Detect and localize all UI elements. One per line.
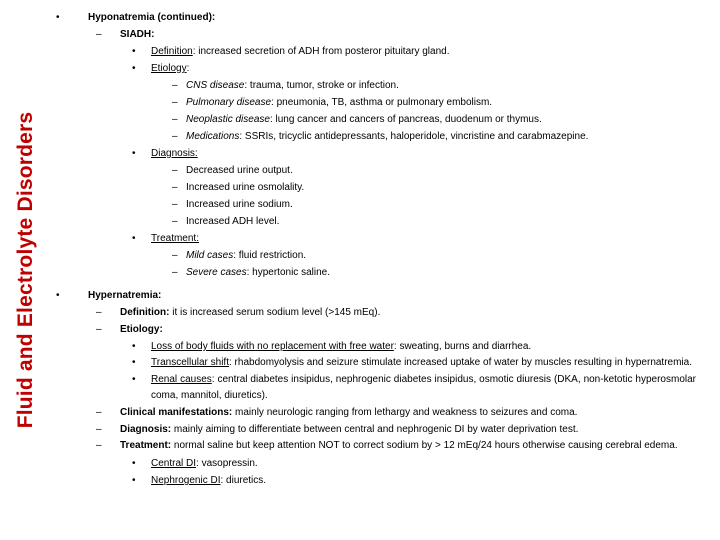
list-item	[56, 372, 696, 404]
dash-icon: –	[172, 97, 178, 108]
list-item	[56, 230, 696, 247]
definition-text: it is increased serum sodium level (>145 mEq).	[169, 307, 381, 318]
dash-icon: –	[172, 250, 178, 261]
dash-icon: –	[172, 267, 178, 278]
definition-label: Definition:	[120, 307, 170, 318]
etiology-subitem-text: : pneumonia, TB, asthma or pulmonary embolism.	[271, 97, 493, 108]
dash-icon: –	[172, 131, 178, 142]
etiology-colon: :	[186, 63, 190, 74]
bullet-icon: •	[132, 46, 136, 57]
list-item	[56, 247, 696, 264]
etiology-subitem-text: : SSRIs, tricyclic antidepressants, haloperidole, vincristine and carabmazepine.	[239, 131, 589, 142]
bullet-icon: •	[132, 374, 136, 385]
list-item	[56, 145, 696, 162]
list-item	[56, 455, 696, 472]
dash-icon: –	[172, 216, 178, 227]
treatment-subitem	[151, 455, 696, 472]
clinical-text: mainly neurologic ranging from lethargy and weakness to seizures and coma.	[232, 407, 578, 418]
definition-item	[151, 43, 696, 60]
list-item	[56, 43, 696, 60]
list-item	[56, 304, 696, 321]
treatment-subitem-text: : vasopressin.	[196, 458, 258, 469]
etiology-subitem-text: : lung cancer and cancers of pancreas, duodenum or thymus.	[269, 114, 542, 125]
treatment-subitem-text: : hypertonic saline.	[246, 267, 330, 278]
diagnosis-subitem: Increased urine osmolality.	[186, 182, 305, 193]
etiology-subitem-label: Neoplastic disease	[186, 114, 270, 125]
bullet-icon: •	[132, 148, 136, 159]
dash-icon: –	[96, 324, 102, 335]
list-item	[56, 287, 696, 304]
etiology-subitem-text: : sweating, burns and diarrhea.	[393, 341, 532, 352]
etiology-subitem-label: Pulmonary disease	[186, 97, 272, 108]
treatment-text: normal saline but keep attention NOT to correct sodium by > 12 mEq/24 hours otherwise causing cerebral edema.	[171, 440, 678, 451]
etiology-subitem	[151, 372, 696, 404]
treatment-subitem-label: Severe cases	[186, 267, 247, 278]
treatment-subitem-text: : diuretics.	[220, 475, 267, 486]
definition-label: Definition	[151, 46, 193, 57]
etiology-subitem-label: Transcellular shift	[151, 357, 229, 368]
etiology-subitem	[186, 94, 696, 111]
bullet-icon: •	[132, 63, 136, 74]
treatment-subitem	[186, 264, 696, 281]
treatment-subitem	[151, 472, 696, 489]
treatment-item	[120, 438, 696, 454]
list-item	[56, 213, 696, 230]
bullet-icon: •	[132, 233, 136, 244]
list-item	[56, 111, 696, 128]
dash-icon: –	[96, 424, 102, 435]
etiology-subitem-label: Loss of body fluids with no replacement with free water	[151, 341, 394, 352]
list-item	[56, 162, 696, 179]
clinical-item	[120, 404, 696, 421]
dash-icon: –	[172, 182, 178, 193]
list-item	[56, 26, 696, 43]
etiology-subitem-text: : rhabdomyolysis and seizure stimulate increased uptake of water by muscles resulting in hypernatremia.	[229, 357, 692, 368]
treatment-subitem-label: Mild cases	[186, 250, 234, 261]
treatment-label: Treatment:	[151, 233, 199, 244]
siadh-heading: SIADH:	[120, 29, 155, 40]
etiology-subitem-label: Medications	[186, 131, 240, 142]
list-item	[56, 421, 696, 438]
treatment-label: Treatment:	[120, 440, 172, 451]
list-item	[56, 60, 696, 77]
list-item	[56, 321, 696, 338]
etiology-subitem	[186, 77, 696, 94]
etiology-label: Etiology:	[120, 324, 163, 335]
treatment-subitem-text: : fluid restriction.	[233, 250, 307, 261]
diagnosis-subitem: Increased ADH level.	[186, 216, 280, 227]
diagnosis-subitem: Increased urine sodium.	[186, 199, 293, 210]
bullet-icon: •	[56, 12, 60, 23]
side-title: Fluid and Electrolyte Disorders	[14, 111, 37, 429]
dash-icon: –	[96, 407, 102, 418]
definition-text: : increased secretion of ADH from posteror pituitary gland.	[192, 46, 450, 57]
list-item	[56, 355, 696, 372]
clinical-label: Clinical manifestations:	[120, 407, 233, 418]
diagnosis-label: Diagnosis:	[151, 148, 198, 159]
etiology-subitem	[186, 128, 696, 145]
bullet-icon: •	[132, 357, 136, 368]
diagnosis-label: Diagnosis:	[120, 424, 172, 435]
treatment-subitem-label: Nephrogenic DI	[151, 475, 221, 486]
diagnosis-item	[120, 421, 696, 438]
diagnosis-subitem: Decreased urine output.	[186, 165, 293, 176]
hypernatremia-heading: Hypernatremia:	[88, 290, 162, 301]
list-item	[56, 472, 696, 489]
list-item	[56, 128, 696, 145]
list-item	[56, 77, 696, 94]
list-item	[56, 196, 696, 213]
etiology-subitem	[186, 111, 696, 128]
diagnosis-text: mainly aiming to differentiate between central and nephrogenic DI by water deprivation test.	[171, 424, 579, 435]
dash-icon: –	[172, 199, 178, 210]
hyponatremia-heading: Hyponatremia (continued):	[88, 12, 216, 23]
etiology-subitem	[151, 355, 696, 371]
list-item	[56, 94, 696, 111]
etiology-item	[151, 60, 696, 77]
bullet-icon: •	[132, 341, 136, 352]
bullet-icon: •	[56, 290, 60, 301]
dash-icon: –	[96, 440, 102, 451]
etiology-subitem	[151, 338, 696, 355]
dash-icon: –	[96, 29, 102, 40]
list-item	[56, 404, 696, 421]
list-item	[56, 338, 696, 355]
dash-icon: –	[96, 307, 102, 318]
treatment-subitem-label: Central DI	[151, 458, 197, 469]
etiology-subitem-label: CNS disease	[186, 80, 245, 91]
etiology-subitem-label: Renal causes	[151, 374, 212, 385]
definition-item	[120, 304, 696, 321]
slide-content	[56, 0, 696, 489]
side-title-bar	[0, 0, 52, 540]
etiology-subitem-text: : central diabetes insipidus, nephrogenic diabetes insipidus, osmotic diuresis (DKA, non-ketotic hyperosmolar coma, mannitol, diuretics).	[151, 374, 696, 401]
dash-icon: –	[172, 114, 178, 125]
list-item	[56, 438, 696, 455]
bullet-icon: •	[132, 475, 136, 486]
etiology-label: Etiology	[151, 63, 187, 74]
list-item	[56, 9, 696, 26]
dash-icon: –	[172, 165, 178, 176]
etiology-subitem-text: : trauma, tumor, stroke or infection.	[244, 80, 399, 91]
dash-icon: –	[172, 80, 178, 91]
list-item	[56, 179, 696, 196]
bullet-icon: •	[132, 458, 136, 469]
treatment-subitem	[186, 247, 696, 264]
list-item	[56, 264, 696, 281]
